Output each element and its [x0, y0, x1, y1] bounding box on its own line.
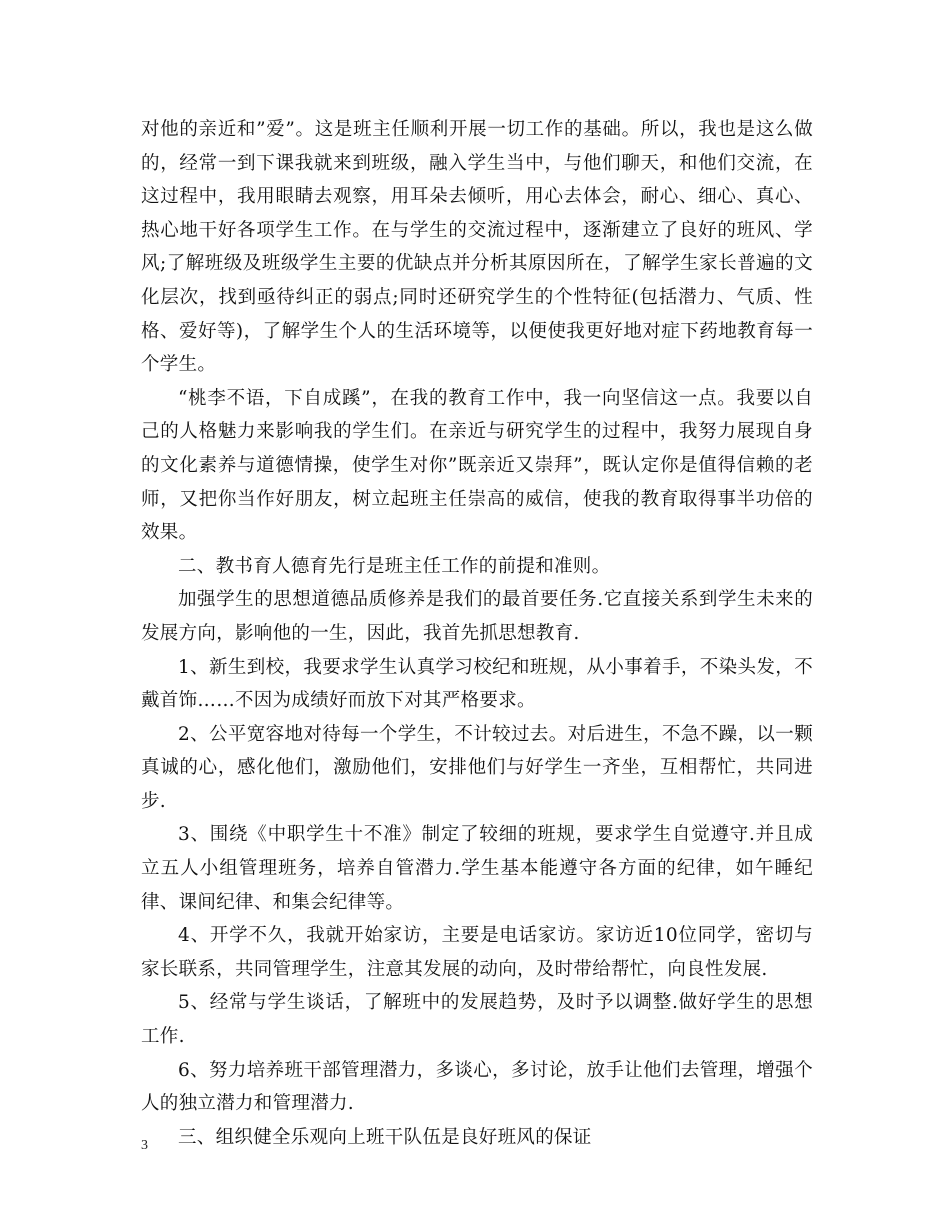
list-item: 4、开学不久，我就开始家访，主要是电话家访。家访近10位同学，密切与家长联系，共同管理学生，注意其发展的动向，及时带给帮忙，向良性发展.	[141, 925, 813, 980]
section-heading: 三、组织健全乐观向上班干队伍是良好班风的保证	[178, 1126, 592, 1148]
paragraph: “桃李不语，下自成蹊”，在我的教育工作中，我一向坚信这一点。我要以自己的人格魅力来影响我的学生们。在亲近与研究学生的过程中，我努力展现自身的文化素养与道德情操，使学生对你”既亲近又崇拜”，既认定你是值得信赖的老师，又把你当作好朋友，树立起班主任崇高的威信，使我的教育取得事半功倍的效果。	[141, 387, 813, 544]
paragraph: 对他的亲近和”爱”。这是班主任顺利开展一切工作的基础。所以，我也是这么做的，经常一到下课我就来到班级，融入学生当中，与他们聊天，和他们交流，在这过程中，我用眼睛去观察，用耳朵去倾听，用心去体会，耐心、细心、真心、热心地干好各项学生工作。在与学生的交流过程中，逐渐建立了良好的班风、学风;了解班级及班级学生主要的优缺点并分析其原因所在，了解学生家长普遍的文化层次，找到亟待纠正的弱点;同时还研究学生的个性特征(包括潜力、气质、性格、爱好等)，了解学生个人的生活环境等，以便使我更好地对症下药地教育每一个学生。	[141, 119, 813, 376]
list-item: 1、新生到校，我要求学生认真学习校纪和班规，从小事着手，不染头发，不戴首饰……不因为成绩好而放下对其严格要求。	[141, 656, 813, 712]
list-item: 6、努力培养班干部管理潜力，多谈心，多讨论，放手让他们去管理，增强个人的独立潜力和管理潜力.	[141, 1059, 813, 1115]
page-number: 3	[141, 1138, 148, 1153]
list-item: 2、公平宽容地对待每一个学生，不计较过去。对后进生，不急不躁，以一颗真诚的心，感化他们，激励他们，安排他们与好学生一齐坐，互相帮忙，共同进步.	[141, 723, 813, 812]
section-heading: 二、教书育人德育先行是班主任工作的前提和准则。	[178, 555, 611, 577]
paragraph: 加强学生的思想道德品质修养是我们的最首要任务.它直接关系到学生未来的发展方向，影响他的一生，因此，我首先抓思想教育.	[141, 589, 813, 644]
list-item: 3、围绕《中职学生十不准》制定了较细的班规，要求学生自觉遵守.并且成立五人小组管理班务，培养自管潜力.学生基本能遵守各方面的纪律，如午睡纪律、课间纪律、和集会纪律等。	[141, 824, 813, 913]
list-item: 5、经常与学生谈话，了解班中的发展趋势，及时予以调整.做好学生的思想工作.	[141, 992, 813, 1048]
document-body	[141, 113, 813, 1154]
